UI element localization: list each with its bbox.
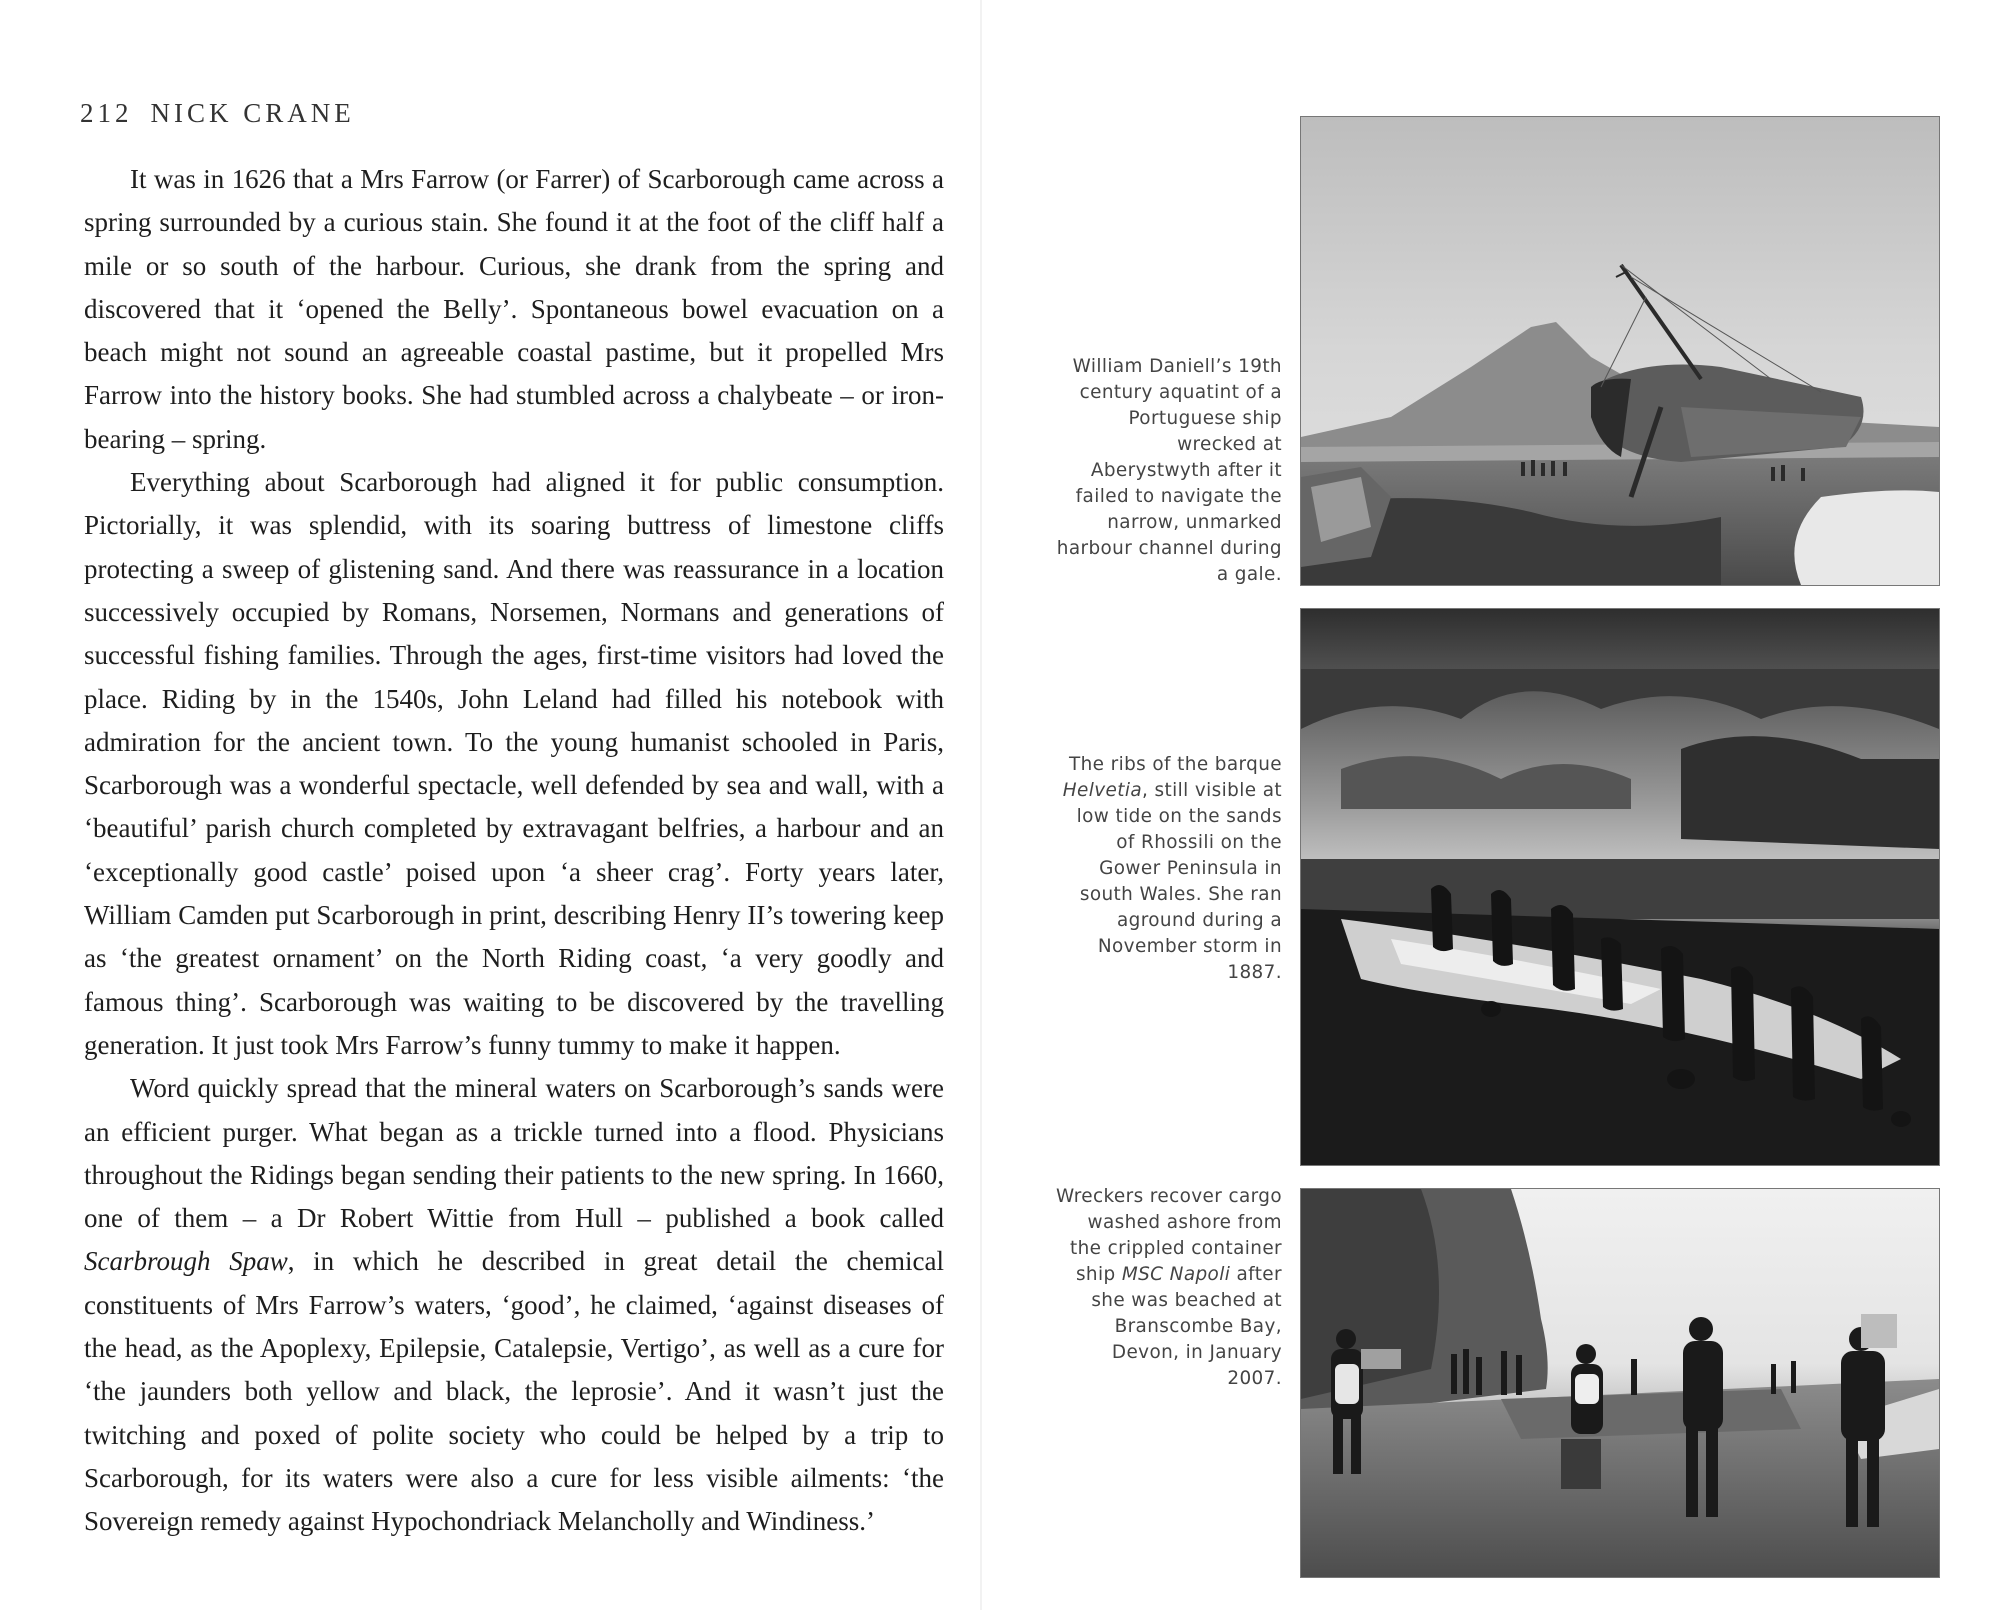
photo-shipwreck-aquatint: [1300, 116, 1940, 586]
body-text: [84, 158, 944, 1544]
ship-name-msc-napoli: MSC Napoli: [1121, 1264, 1231, 1285]
page-number: 212: [80, 98, 133, 128]
caption-helvetia-start: The ribs of the barque: [1068, 754, 1282, 775]
caption-shipwreck-aquatint: William Daniell’s 19th century aquatint of a Portuguese ship wrecked at Aberystwyth after it failed to navigate the narrow, unmarked harbour channel during a gale.: [1056, 356, 1282, 585]
photo-helvetia-ribs: [1300, 608, 1940, 1166]
book-title: Scarbrough Spaw: [84, 1246, 288, 1277]
caption-napoli-end: after she was beached at Branscombe Bay, Devon, in January 2007.: [1091, 1264, 1282, 1389]
ship-name-helvetia: Helvetia: [1062, 780, 1143, 801]
page-gutter: [980, 0, 982, 1610]
caption-msc-napoli: [1052, 1184, 1282, 1392]
paragraph-3-end: , in which he described in great detail the chemical constituents of Mrs Farrow’s waters, ‘good’, he claimed, ‘against diseases of the head, as the Apoplexy, Epilepsie, Catalepsie, Vertigo’, as well as a cure for ‘the jaunders both yellow and black, the leprosie’. And it wasn’t just the twitching and poxed of polite society who could be helped by a trip to Scarborough, for its waters were also a cure for less visible ailments: ‘the Sovereign remedy against Hypochondriack Melancholly and Windiness.’: [84, 1246, 944, 1537]
paragraph-3: [84, 1067, 944, 1543]
author-name: NICK CRANE: [150, 98, 355, 128]
running-head: [80, 98, 355, 129]
photo-wreckers-branscombe: [1300, 1188, 1940, 1578]
caption-napoli-start: Wreckers recover cargo washed ashore from the crippled container ship: [1055, 1186, 1282, 1285]
caption-helvetia-end: , still visible at low tide on the sands of Rhossili on the Gower Peninsula in south Wales. She ran aground during a November storm in 1887.: [1076, 780, 1282, 983]
paragraph-1: It was in 1626 that a Mrs Farrow (or Farrer) of Scarborough came across a spring surrounded by a curious stain. She found it at the foot of the cliff half a mile or so south of the harbour. Curious, she drank from the spring and discovered that it ‘opened the Belly’. Spontaneous bowel evacuation on a beach might not sound an agreeable coastal pastime, but it propelled Mrs Farrow into the history books. She had stumbled across a chalybeate – or iron-bearing – spring.: [84, 164, 944, 454]
caption-helvetia: [1052, 752, 1282, 986]
paragraph-2: Everything about Scarborough had aligned it for public consumption. Pictorially, it was splendid, with its soaring buttress of limestone cliffs protecting a sweep of glistening sand. And there was reassurance in a location successively occupied by Romans, Norsemen, Normans and generations of successful fishing families. Through the ages, first-time visitors had loved the place. Riding by in the 1540s, John Leland had filled his notebook with admiration for the ancient town. To the young humanist schooled in Paris, Scarborough was a wonderful spectacle, well defended by sea and wall, with a ‘beautiful’ parish church completed by extravagant belfries, a harbour and an ‘exceptionally good castle’ poised upon ‘a sheer crag’. Forty years later, William Camden put Scarborough in print, describing Henry II’s towering keep as ‘the greatest ornament’ on the North Riding coast, ‘a very goodly and famous thing’. Scarborough was waiting to be discovered by the travelling generation. It just took Mrs Farrow’s funny tummy to make it happen.: [84, 467, 944, 1060]
paragraph-3-start: Word quickly spread that the mineral waters on Scarborough’s sands were an efficient purger. What began as a trickle turned into a flood. Physicians throughout the Ridings began sending their patients to the new spring. In 1660, one of them – a Dr Robert Wittie from Hull – published a book called: [84, 1073, 944, 1234]
